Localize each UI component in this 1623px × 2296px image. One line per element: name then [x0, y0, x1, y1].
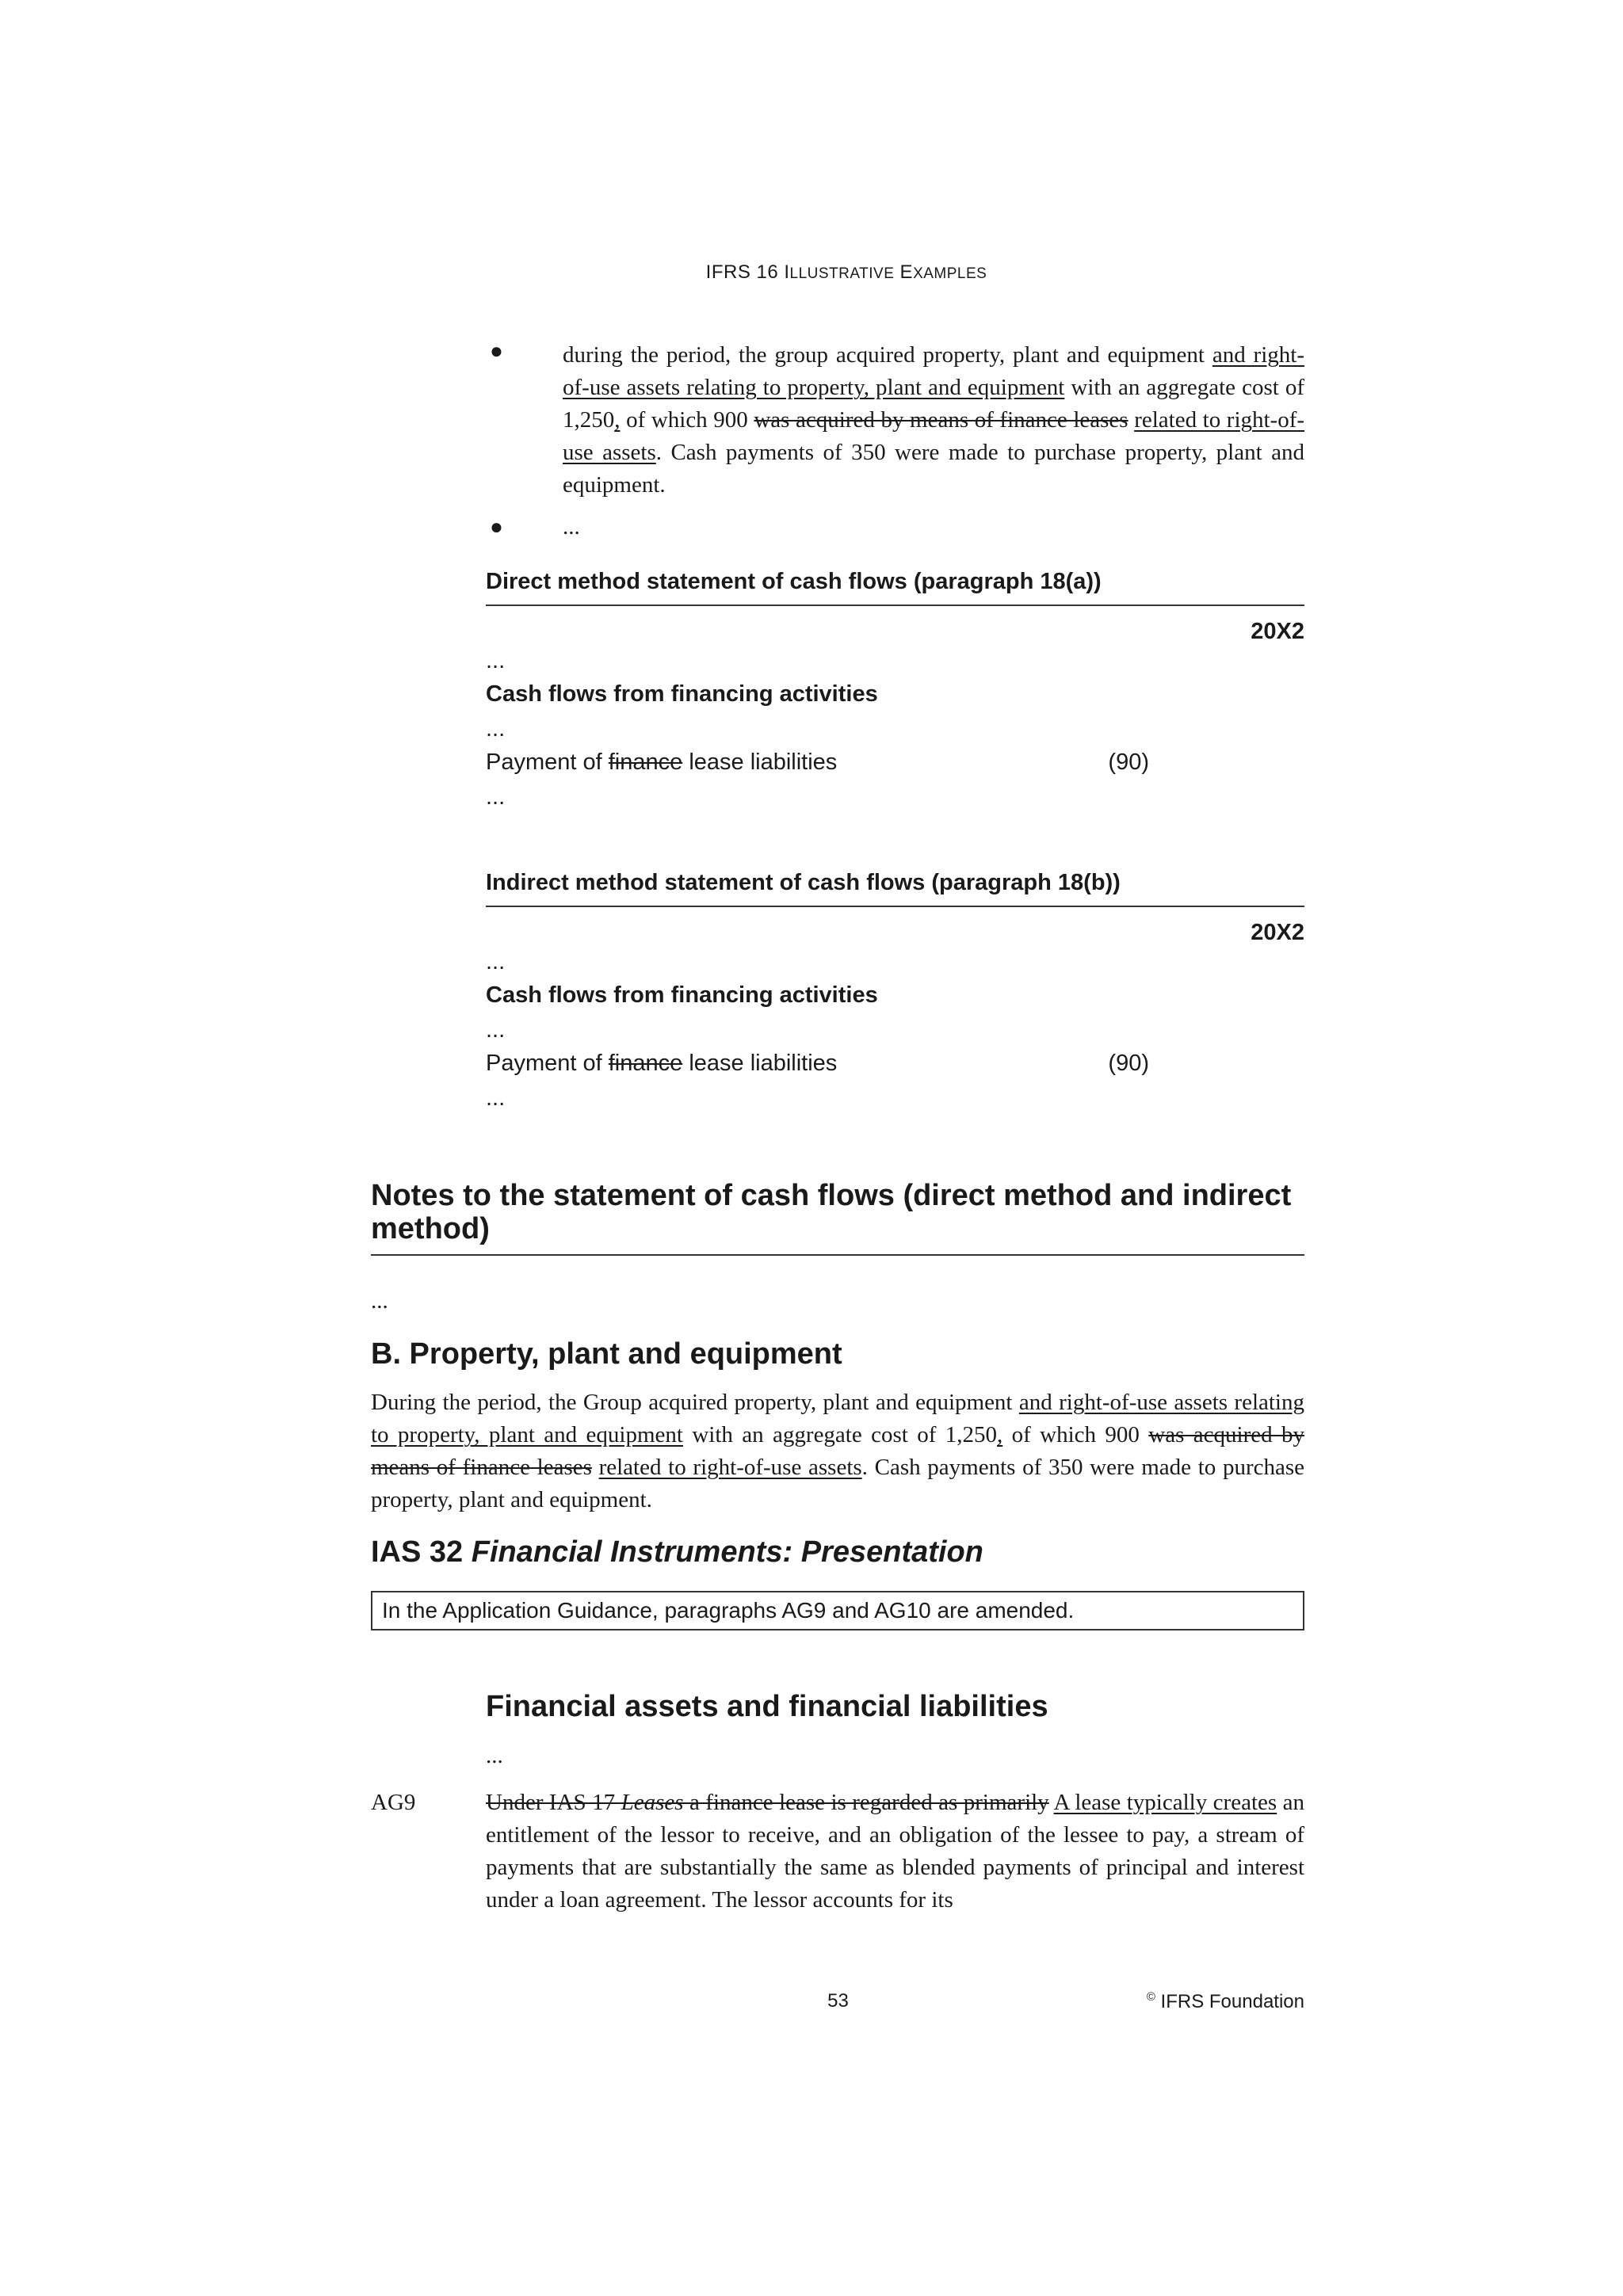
copyright-symbol: ©: [1146, 1990, 1155, 2004]
section-heading: Cash flows from financing activities: [486, 982, 878, 1008]
ellipsis: ...: [486, 784, 506, 810]
inserted-text: related to right-of-use assets: [563, 407, 1305, 465]
inserted-text: A lease typically creates: [1053, 1790, 1277, 1815]
text-run: . Cash payments of 350 were made to purchase property, plant and equipment.: [563, 440, 1304, 498]
table-row-label: [486, 1051, 837, 1077]
header-prefix: IFRS 16: [705, 261, 785, 283]
ias32-heading: [371, 1535, 983, 1569]
notes-heading-line: method): [371, 1212, 490, 1245]
table-row-value: (90): [1108, 1051, 1149, 1076]
ellipsis: ...: [486, 949, 506, 974]
table-row-label: [486, 749, 837, 776]
text-run: an entitlement of the lessor to receive, and an obligation of the lessee to pay, a stream of payments that are substantially the same as blended payments of principal and interest under a loan agreement. The lessor accounts for its: [486, 1790, 1304, 1913]
bullet-marker: ●: [490, 339, 503, 364]
ellipsis: ...: [371, 1288, 388, 1314]
copyright-text: IFRS Foundation: [1155, 1991, 1304, 2012]
heading-text: IAS 32: [371, 1535, 472, 1569]
table-row-value: (90): [1108, 749, 1149, 775]
section-heading: Cash flows from financing activities: [486, 681, 878, 707]
inserted-text: and right-of-use assets relating to property, plant and equipment: [371, 1390, 1304, 1447]
text-run: with an aggregate cost of 1,250: [682, 1422, 997, 1447]
text-run: Payment of: [486, 1051, 609, 1076]
running-header: [0, 261, 1623, 284]
heading-italic-text: Financial Instruments: Presentation: [471, 1535, 983, 1569]
bullet-ellipsis: ...: [563, 514, 580, 540]
financial-assets-heading: Financial assets and financial liabilities: [486, 1690, 1048, 1723]
text-run: During the period, the Group acquired property, plant and equipment: [371, 1390, 1019, 1415]
deleted-text: was acquired by means of finance leases: [754, 407, 1128, 433]
text-run: lease liabilities: [682, 1051, 838, 1076]
deleted-text: finance: [608, 1051, 683, 1076]
divider: [486, 906, 1304, 907]
year-column-header: 20X2: [1251, 619, 1304, 644]
text-run: of which 900: [620, 407, 754, 433]
text-run: of which 900: [1002, 1422, 1149, 1447]
divider: [371, 1254, 1304, 1256]
ag9-paragraph: [486, 1787, 1304, 1917]
bullet-marker: ●: [490, 515, 503, 540]
deleted-text: Under IAS 17: [486, 1790, 621, 1815]
inserted-text: and right-of-use assets relating to property, plant and equipment: [563, 342, 1304, 400]
paragraph-number: AG9: [371, 1790, 416, 1815]
header-e: E: [894, 261, 914, 283]
text-run: Payment of: [486, 749, 609, 775]
text-run: . Cash payments of 350 were made to purchase property, plant and equipment.: [371, 1455, 1304, 1512]
inserted-text: ,: [614, 407, 621, 433]
property-paragraph: [371, 1386, 1304, 1516]
page-number: 53: [827, 1990, 849, 2012]
text-run: with an aggregate cost of 1,250: [563, 375, 1304, 433]
bullet-paragraph: [563, 339, 1304, 502]
indirect-table-title: Indirect method statement of cash flows (paragraph 18(b)): [486, 870, 1121, 895]
text-run: during the period, the group acquired property, plant and equipment: [563, 342, 1212, 368]
divider: [486, 605, 1304, 606]
text-run: [592, 1455, 599, 1480]
deleted-text: a finance lease is regarded as primarily: [683, 1790, 1049, 1815]
inserted-text: ,: [997, 1422, 1003, 1447]
header-i: I: [784, 261, 790, 283]
property-heading: B. Property, plant and equipment: [371, 1337, 842, 1371]
ellipsis: ...: [486, 1743, 503, 1768]
instruction-box: In the Application Guidance, paragraphs AG9 and AG10 are amended.: [371, 1591, 1304, 1630]
ellipsis: ...: [486, 716, 506, 742]
notes-heading-line: Notes to the statement of cash flows (direct method and indirect: [371, 1179, 1292, 1212]
deleted-text: finance: [608, 749, 683, 775]
ellipsis: ...: [486, 648, 506, 673]
inserted-text: related to right-of-use assets: [598, 1455, 862, 1480]
header-llustrative: LLUSTRATIVE: [789, 265, 895, 282]
text-run: lease liabilities: [682, 749, 838, 775]
ellipsis: ...: [486, 1085, 506, 1111]
notes-heading: [371, 1179, 1306, 1245]
deleted-text: was acquired by means of finance leases: [371, 1422, 1304, 1480]
ellipsis: ...: [486, 1017, 506, 1043]
copyright: [1109, 1990, 1304, 2013]
header-xamples: XAMPLES: [913, 265, 987, 282]
year-column-header: 20X2: [1251, 920, 1304, 945]
deleted-text: Leases: [621, 1790, 684, 1815]
direct-table-title: Direct method statement of cash flows (paragraph 18(a)): [486, 569, 1102, 594]
